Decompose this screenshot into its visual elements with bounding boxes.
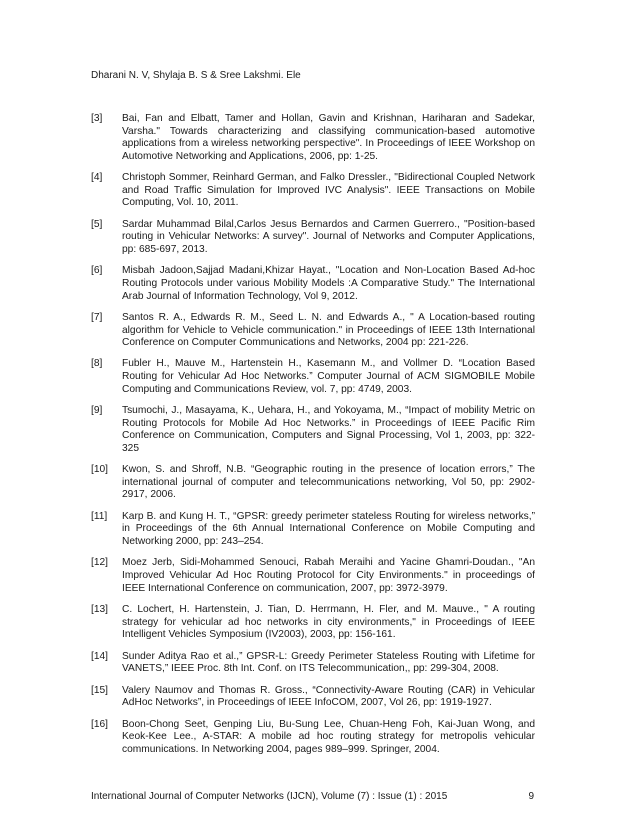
page-footer [91, 791, 534, 803]
journal-citation: International Journal of Computer Networks (IJCN), Volume (7) : Issue (1) : 2015 [91, 791, 448, 802]
reference-number: [16] [91, 718, 108, 730]
reference-number: [3] [91, 113, 103, 124]
reference-text: Sunder Aditya Rao et al.,” GPSR-L: Greedy Perimeter Stateless Routing with Lifetime for VANETS,” IEEE Proc. 8th Int. Conf. on ITS Telecommunication,, pp: 299-304, 2008. [122, 650, 535, 675]
running-header: Dharani N. V, Shylaja B. S & Sree Lakshmi. Ele [91, 70, 301, 81]
reference-item [91, 312, 535, 350]
reference-item [91, 557, 535, 595]
reference-number: [4] [91, 172, 103, 184]
reference-number: [14] [91, 650, 108, 662]
reference-text: Kwon, S. and Shroff, N.B. “Geographic routing in the presence of location errors,” The international journal of computer and telecommunications networking, Vol 50, pp: 2902-2917, 2006. [122, 464, 535, 501]
reference-text: Boon-Chong Seet, Genping Liu, Bu-Sung Lee, Chuan-Heng Foh, Kai-Juan Wong, and Keok-Kee Lee., A-STAR: A mobile ad hoc routing strategy for metropolis vehicular communications. In Networking 2004, pages 989–999. Springer, 2004. [122, 718, 535, 755]
reference-text: Fubler H., Mauve M., Hartenstein H., Kasemann M., and Vollmer D. “Location Based Routing for Vehicular Ad Hoc Networks.” Computer Journal of ACM SIGMOBILE Mobile Computing and Communications Review, vol. 7, pp: 4749, 2003. [122, 358, 535, 395]
reference-item [91, 219, 535, 257]
reference-number: [12] [91, 557, 108, 569]
reference-text: Valery Naumov and Thomas R. Gross., “Connectivity-Aware Routing (CAR) in Vehicular AdHoc Networks”, in Proceedings of IEEE InfoCOM, 2007, Vol 26, pp: 1919-1927. [122, 684, 535, 709]
reference-item [91, 511, 535, 549]
reference-number: [13] [91, 603, 108, 615]
reference-item [91, 604, 535, 642]
reference-number: [6] [91, 265, 103, 277]
reference-item [91, 719, 535, 757]
reference-number: [8] [91, 358, 103, 370]
reference-number: [11] [91, 510, 108, 522]
reference-number: [9] [91, 405, 103, 417]
reference-item [91, 685, 535, 710]
reference-item [91, 464, 535, 502]
reference-item [91, 113, 535, 163]
reference-list [91, 113, 535, 765]
reference-text: Santos R. A., Edwards R. M., Seed L. N. and Edwards A., " A Location-based routing algorithm for Vehicle to Vehicle communication." in Proceedings of IEEE 13th International Conference on Computer Communications and Networks, 2004 pp: 221-226. [122, 311, 535, 349]
reference-text: Karp B. and Kung H. T., “GPSR: greedy perimeter stateless Routing for wireless networks,” in Proceedings of the 6th Annual International Conference on Mobile Computing and Networking 2000, pp: 243–254. [122, 510, 535, 547]
reference-text: C. Lochert, H. Hartenstein, J. Tian, D. Herrmann, H. Fler, and M. Mauve., " A routing strategy for vehicular ad hoc networks in city environments," in Proceedings of IEEE Intelligent Vehicles Symposium (IV2003), 2003, pp: 156-161. [122, 603, 535, 641]
reference-text: Christoph Sommer, Reinhard German, and Falko Dressler., "Bidirectional Coupled Network and Road Traffic Simulation for Improved IVC Analysis". IEEE Transactions on Mobile Computing, Vol. 10, 2011. [122, 172, 535, 209]
reference-item [91, 405, 535, 455]
reference-item [91, 651, 535, 676]
reference-text: Bai, Fan and Elbatt, Tamer and Hollan, Gavin and Krishnan, Hariharan and Sadekar, Varsha." Towards characterizing and classifying communication-based automotive applications from a wireless networking perspective". In Proceedings of IEEE Workshop on Automotive Networking and Applications, 2006, pp: 1-25. [122, 113, 535, 162]
reference-number: [7] [91, 311, 103, 323]
reference-item [91, 265, 535, 303]
reference-number: [10] [91, 464, 108, 476]
reference-text: Moez Jerb, Sidi-Mohammed Senouci, Rabah Meraihi and Yacine Ghamri-Doudan., "An Improved Vehicular Ad Hoc Routing Protocol for City Environments." in proceedings of IEEE International Conference on communication, 2007, pp: 3972-3979. [122, 557, 535, 594]
reference-number: [15] [91, 684, 108, 696]
reference-text: Tsumochi, J., Masayama, K., Uehara, H., and Yokoyama, M., “Impact of mobility Metric on Routing Protocols for Mobile Ad Hoc Networks.” in Proceedings of IEEE Pacific Rim Conference on Communication, Computers and Signal Processing, Vol 1, 2003, pp: 322-325 [122, 405, 535, 454]
page-number: 9 [528, 791, 534, 802]
reference-text: Misbah Jadoon,Sajjad Madani,Khizar Hayat., "Location and Non-Location Based Ad-hoc Routing Protocols under various Mobility Models :A Comparative Study." The International Arab Journal of Information Technology, Vol 9, 2012. [122, 265, 535, 302]
reference-number: [5] [91, 218, 103, 230]
reference-item [91, 358, 535, 396]
reference-text: Sardar Muhammad Bilal,Carlos Jesus Bernardos and Carmen Guerrero., "Position-based routing in Vehicular Networks: A survey". Journal of Networks and Computer Applications, pp: 685-697, 2013. [122, 218, 535, 255]
reference-item [91, 172, 535, 210]
